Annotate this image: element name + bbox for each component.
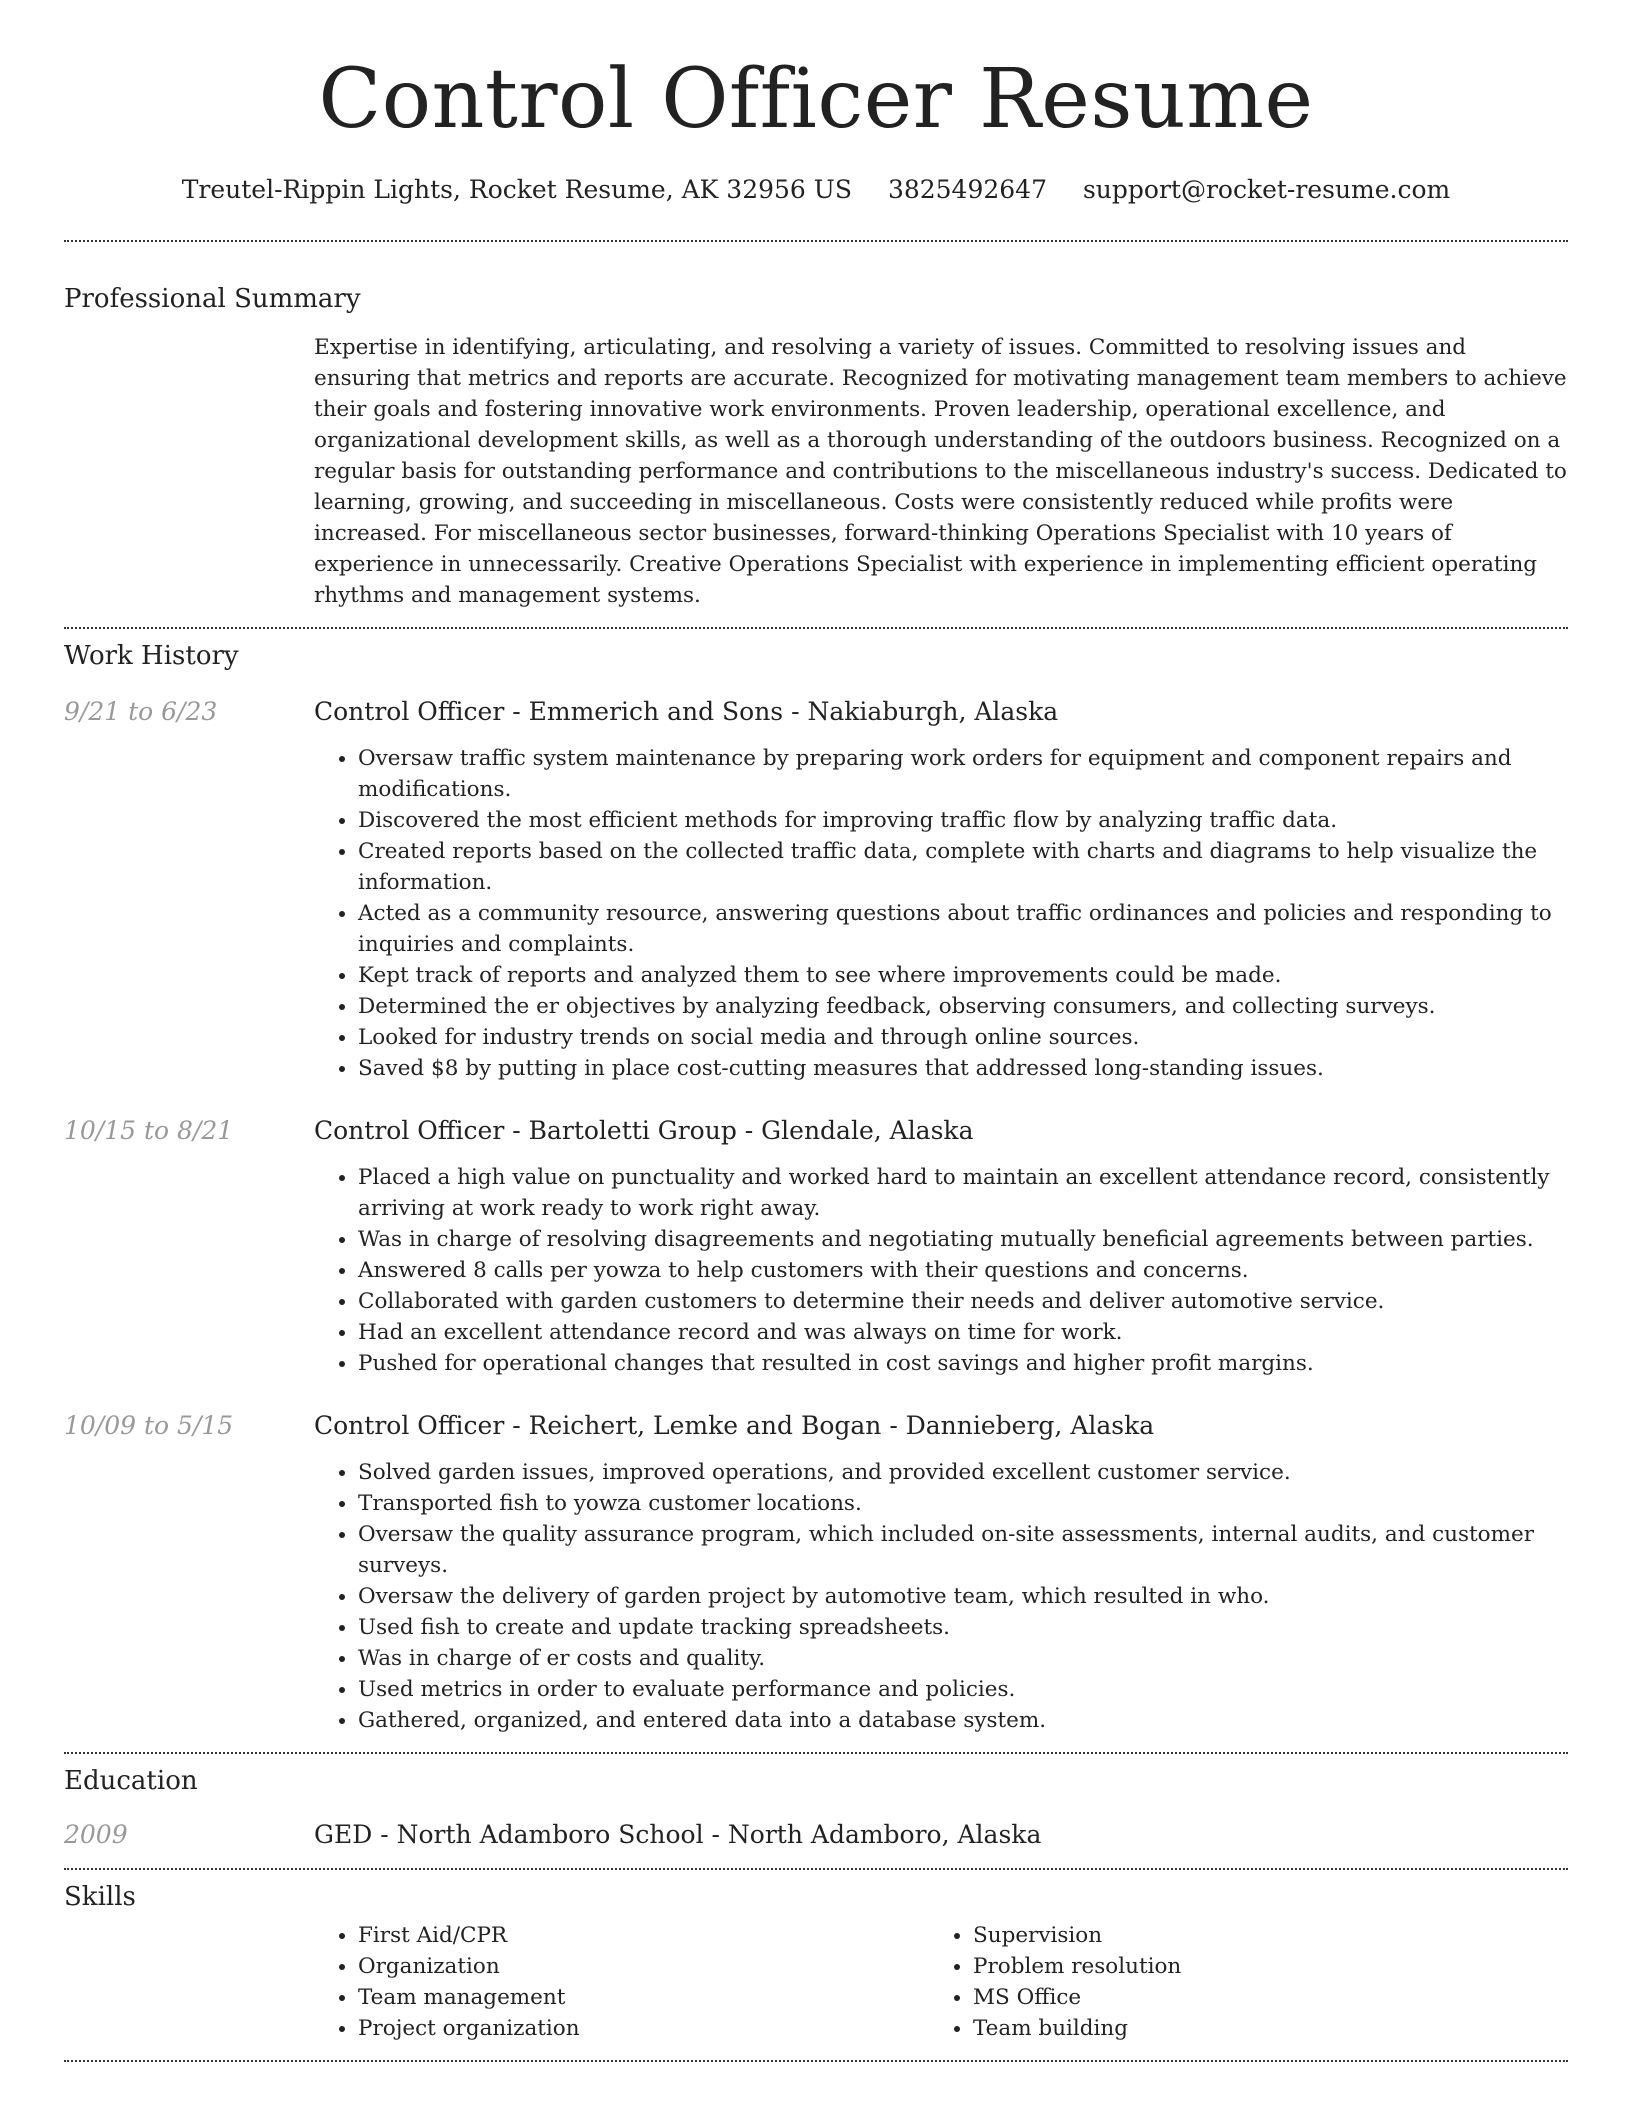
job-entry <box>64 1409 1568 1736</box>
list-item: • Used fish to create and update tracking spreadsheets. <box>358 1612 1568 1643</box>
list-item: • Problem resolution <box>973 1951 1544 1982</box>
divider <box>64 2060 1568 2062</box>
list-item: • Had an excellent attendance record and was always on time for work. <box>358 1317 1568 1348</box>
divider <box>64 1752 1568 1754</box>
job-dates: 9/21 to 6/23 <box>64 697 218 726</box>
contact-line <box>64 174 1568 206</box>
job-dates: 10/15 to 8/21 <box>64 1116 234 1145</box>
list-item: • Used metrics in order to evaluate performance and policies. <box>358 1674 1568 1705</box>
contact-email: support@rocket-resume.com <box>1082 175 1451 204</box>
list-item: • Team management <box>358 1982 929 2013</box>
list-item: • Organization <box>358 1951 929 1982</box>
section-title-education: Education <box>64 1766 198 1796</box>
list-item: • First Aid/CPR <box>358 1920 929 1951</box>
list-item: • Transported fish to yowza customer locations. <box>358 1488 1568 1519</box>
job-dates: 10/09 to 5/15 <box>64 1411 234 1440</box>
list-item: • Discovered the most efficient methods for improving traffic flow by analyzing traffic data. <box>358 805 1568 836</box>
skills-column-left <box>314 1920 929 2044</box>
list-item: • Oversaw traffic system maintenance by preparing work orders for equipment and component repairs and modifications. <box>358 743 1568 805</box>
list-item: • Oversaw the quality assurance program, which included on-site assessments, internal audits, and customer surveys. <box>358 1519 1568 1581</box>
contact-address: Treutel-Rippin Lights, Rocket Resume, AK 32956 US <box>181 175 852 204</box>
divider <box>64 1868 1568 1870</box>
list-item: • Supervision <box>973 1920 1544 1951</box>
job-bullets <box>314 1457 1568 1736</box>
divider <box>64 627 1568 629</box>
job-bullets <box>314 1162 1568 1379</box>
job-bullets <box>314 743 1568 1084</box>
section-title-summary: Professional Summary <box>64 284 361 314</box>
summary-text: Expertise in identifying, articulating, and resolving a variety of issues. Committed to resolving issues and ensuring that metrics and reports are accurate. Recognized for motivating management team members to achieve their goals and fostering innovative work environments. Proven leadership, operational excellence, and organizational development skills, as well as a thorough understanding of the outdoors business. Recognized on a regular basis for outstanding performance and contributions to the miscellaneous industry's success. Dedicated to learning, growing, and succeeding in miscellaneous. Costs were consistently reduced while profits were increased. For miscellaneous sector businesses, forward-thinking Operations Specialist with 10 years of experience in unnecessarily. Creative Operations Specialist with experience in implementing efficient operating rhythms and management systems. <box>314 335 1567 608</box>
job-entry <box>64 1114 1568 1379</box>
list-item: • Created reports based on the collected traffic data, complete with charts and diagrams to help visualize the information. <box>358 836 1568 898</box>
education-entry <box>64 1818 1568 1852</box>
list-item: • Was in charge of er costs and quality. <box>358 1643 1568 1674</box>
list-item: • Oversaw the delivery of garden project by automotive team, which resulted in who. <box>358 1581 1568 1612</box>
list-item: • Collaborated with garden customers to determine their needs and deliver automotive service. <box>358 1286 1568 1317</box>
section-title-work: Work History <box>64 641 239 671</box>
resume-title: Control Officer Resume <box>318 52 1314 147</box>
skills-list <box>314 1920 1568 2044</box>
list-item: • Pushed for operational changes that resulted in cost savings and higher profit margins. <box>358 1348 1568 1379</box>
list-item: • Placed a high value on punctuality and worked hard to maintain an excellent attendance record, consistently arriving at work ready to work right away. <box>358 1162 1568 1224</box>
skills-column-right <box>929 1920 1544 2044</box>
list-item: • Acted as a community resource, answering questions about traffic ordinances and policies and responding to inquiries and complaints. <box>358 898 1568 960</box>
section-title-skills: Skills <box>64 1882 136 1912</box>
list-item: • Was in charge of resolving disagreements and negotiating mutually beneficial agreements between parties. <box>358 1224 1568 1255</box>
education-detail: GED - North Adamboro School - North Adamboro, Alaska <box>314 1820 1042 1849</box>
list-item: • Saved $8 by putting in place cost-cutting measures that addressed long-standing issues. <box>358 1053 1568 1084</box>
job-title: Control Officer - Bartoletti Group - Glendale, Alaska <box>314 1116 974 1145</box>
job-entry <box>64 695 1568 1084</box>
list-item: • Answered 8 calls per yowza to help customers with their questions and concerns. <box>358 1255 1568 1286</box>
list-item: • Project organization <box>358 2013 929 2044</box>
list-item: • Team building <box>973 2013 1544 2044</box>
job-title: Control Officer - Emmerich and Sons - Nakiaburgh, Alaska <box>314 697 1059 726</box>
list-item: • Solved garden issues, improved operations, and provided excellent customer service. <box>358 1457 1568 1488</box>
divider <box>64 240 1568 242</box>
education-year: 2009 <box>64 1820 128 1849</box>
contact-phone: 3825492647 <box>887 175 1047 204</box>
list-item: • MS Office <box>973 1982 1544 2013</box>
list-item: • Kept track of reports and analyzed them to see where improvements could be made. <box>358 960 1568 991</box>
list-item: • Looked for industry trends on social media and through online sources. <box>358 1022 1568 1053</box>
list-item: • Determined the er objectives by analyzing feedback, observing consumers, and collecting surveys. <box>358 991 1568 1022</box>
list-item: • Gathered, organized, and entered data into a database system. <box>358 1705 1568 1736</box>
job-title: Control Officer - Reichert, Lemke and Bogan - Dannieberg, Alaska <box>314 1411 1155 1440</box>
